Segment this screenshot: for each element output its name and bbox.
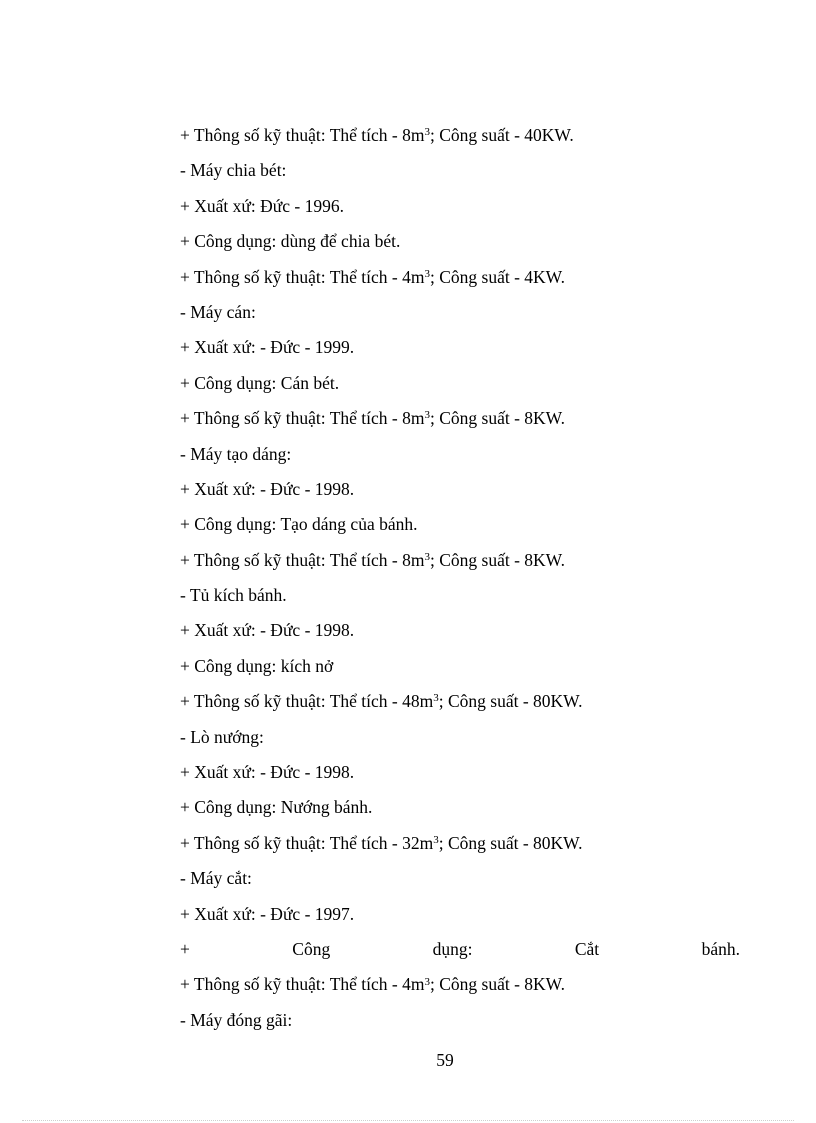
origin-line: + Xuất xứ: - Đức - 1999. (180, 337, 355, 358)
word: Công (292, 938, 331, 959)
machine-heading: - Máy cắt: (180, 868, 252, 889)
usage-line: + Công dụng: dùng để chia bét. (180, 231, 401, 252)
word: + (180, 938, 190, 959)
machine-heading: - Máy cán: (180, 301, 256, 322)
origin-line: + Xuất xứ: - Đức - 1998. (180, 762, 355, 783)
spec-line: + Thông số kỹ thuật: Thể tích - $32m^3$; Công suất - 80KW. (180, 832, 583, 853)
spec-line: + Thông số kỹ thuật: Thể tích - $48m^3$; Công suất - 80KW. (180, 691, 583, 712)
page-number: 59 (436, 1050, 454, 1070)
machine-heading: - Lò nướng: (180, 726, 264, 747)
word: Cắt (574, 938, 600, 959)
usage-line-justified (180, 932, 740, 967)
origin-line: + Xuất xứ: - Đức - 1998. (180, 620, 355, 641)
footer-divider (22, 1120, 794, 1121)
spec-line: + Thông số kỹ thuật: Thể tích - $8m^3$; Công suất - 8KW. (180, 549, 565, 570)
origin-line: + Xuất xứ: - Đức - 1997. (180, 903, 355, 924)
machine-heading: - Tủ kích bánh. (180, 585, 287, 606)
spec-line: + Thông số kỹ thuật: Thể tích - $4m^3$; Công suất - 8KW. (180, 974, 565, 995)
spec-line: + Thông số kỹ thuật: Thể tích - $8m^3$; Công suất - 40KW. (180, 125, 574, 145)
spec-line: + Thông số kỹ thuật: Thể tích - $8m^3$; Công suất - 8KW. (180, 408, 565, 429)
usage-line: + Công dụng: Cán bét. (180, 372, 340, 393)
spec-line: + Thông số kỹ thuật: Thể tích - $4m^3$; Công suất - 4KW. (180, 266, 565, 287)
usage-line: + Công dụng: Nướng bánh. (180, 797, 373, 818)
word: dụng: (432, 938, 473, 959)
machine-heading: - Máy tạo dáng: (180, 443, 292, 464)
origin-line: + Xuất xứ: - Đức - 1998. (180, 478, 355, 499)
machine-heading: - Máy chia bét: (180, 160, 287, 181)
origin-line: + Xuất xứ: Đức - 1996. (180, 195, 344, 216)
document-body (180, 118, 740, 1038)
usage-line: + Công dụng: Tạo dáng của bánh. (180, 514, 418, 535)
machine-heading: - Máy đóng gãi: (180, 1009, 293, 1030)
usage-line: + Công dụng: kích nở (180, 655, 334, 676)
word: bánh. (701, 938, 740, 959)
